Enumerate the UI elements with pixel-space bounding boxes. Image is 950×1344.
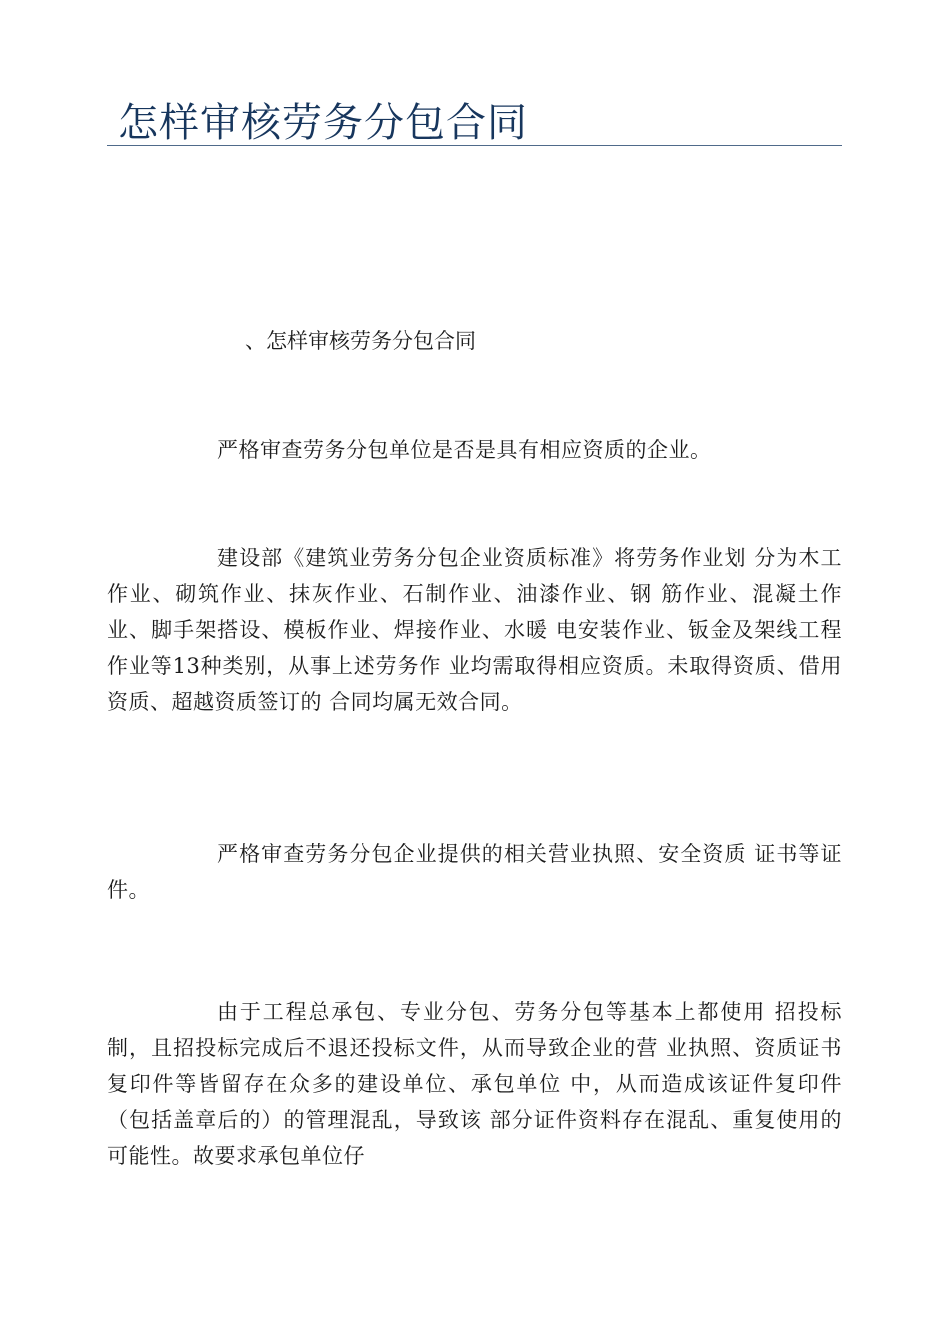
- document-title: 怎样审核劳务分包合同: [118, 100, 528, 146]
- paragraph-1: 严格审查劳务分包单位是否是具有相应资质的企业。: [217, 438, 712, 462]
- paragraph-3: 严格审查劳务分包企业提供的相关营业执照、安全资质 证书等证件。: [107, 842, 842, 902]
- title-underline-rule: [107, 145, 842, 146]
- paragraph-4: 由于工程总承包、专业分包、劳务分包等基本上都使用 招投标制，且招投标完成后不退还投标文件，从而导致企业的营 业执照、资质证书复印件等皆留存在众多的建设单位、承包单位 中，从而造成该证件复印件（包括盖章后的）的管理混乱，导致该 部分证件资料存在混乱、重复使用的可能性。故要求承包单位仔: [107, 1000, 842, 1168]
- paragraph-2: 建设部《建筑业劳务分包企业资质标准》将劳务作业划 分为木工作业、砌筑作业、抹灰作业、石制作业、油漆作业、钢 筋作业、混凝土作业、脚手架搭设、模板作业、焊接作业、水暖 电安装作业、钣金及架线工程作业等13种类别，从事上述劳务作 业均需取得相应资质。未取得资质、借用资质、超越资质签订的 合同均属无效合同。: [107, 546, 842, 714]
- section-heading: 、怎样审核劳务分包合同: [245, 329, 476, 353]
